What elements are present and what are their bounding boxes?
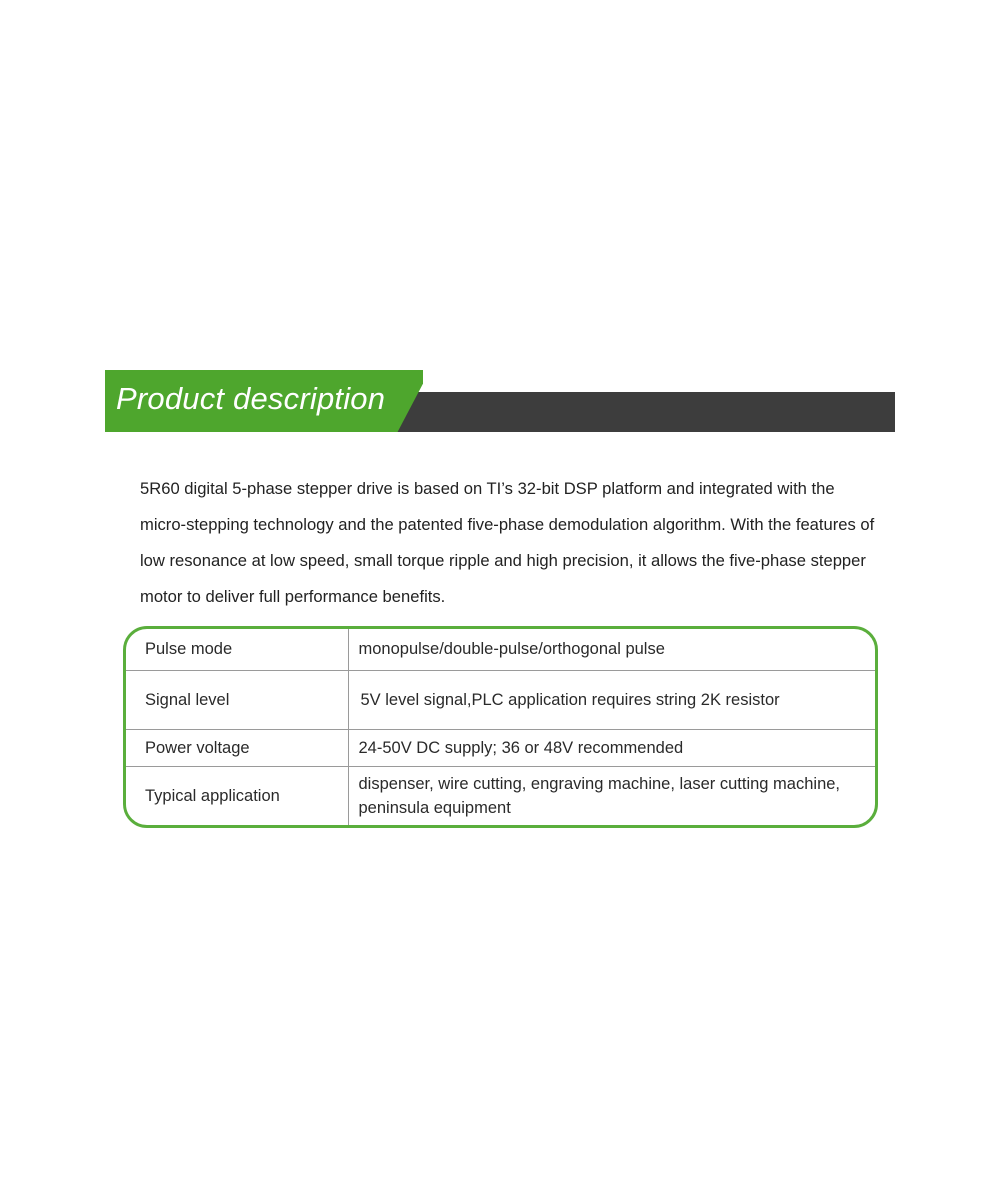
spec-row-pulse-mode	[126, 629, 875, 670]
spec-label: Signal level	[126, 670, 348, 729]
spec-row-typical-application	[126, 766, 875, 825]
spec-value: monopulse/double-pulse/orthogonal pulse	[358, 640, 665, 659]
spec-table-frame	[123, 626, 878, 828]
spec-row-power-voltage	[126, 729, 875, 766]
banner-dark-bar	[385, 392, 895, 432]
spec-label: Power voltage	[126, 729, 348, 766]
spec-label: Pulse mode	[126, 629, 348, 670]
spec-table	[126, 629, 875, 825]
section-banner	[105, 370, 895, 432]
product-description-text: 5R60 digital 5-phase stepper drive is based on TI’s 32-bit DSP platform and integrated with the micro-stepping technology and the patented five-phase demodulation algorithm. With the features of low resonance at low speed, small torque ripple and high precision, it allows the five-phase stepper motor to deliver full performance benefits.	[140, 479, 875, 606]
spec-value: 5V level signal,PLC application requires string 2K resistor	[348, 670, 875, 729]
spec-value: 24-50V DC supply; 36 or 48V recommended	[348, 729, 875, 766]
spec-value: dispenser, wire cutting, engraving machine, laser cutting machine, peninsula equipment	[348, 766, 875, 825]
spec-row-signal-level	[126, 670, 875, 729]
section-title: Product description	[116, 381, 386, 416]
spec-label: Typical application	[126, 766, 348, 825]
